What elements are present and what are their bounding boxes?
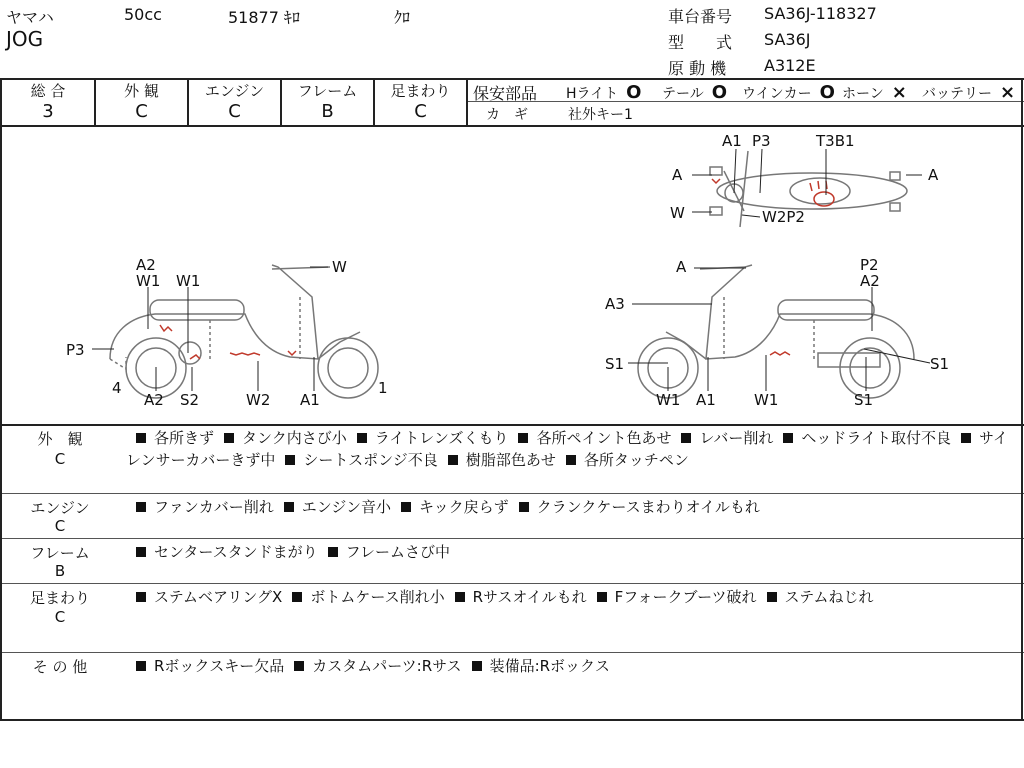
- label-right-a3: A3: [605, 295, 625, 313]
- defect-item: シートスポンジ不良: [303, 451, 438, 469]
- label-right-w1-b: W1: [754, 391, 779, 409]
- displacement: 50cc: [124, 5, 162, 24]
- grade-label-exterior: 外 観: [124, 82, 159, 100]
- grade-value-exterior: C: [135, 101, 148, 122]
- bullet-square-icon: [136, 433, 146, 443]
- defect-item: フレームさび中: [345, 543, 451, 561]
- defect-item: 各所タッチペン: [583, 451, 689, 469]
- defect-item: 各所ペイント色あせ: [536, 429, 672, 447]
- defect-item: レバー削れ: [699, 429, 774, 447]
- defect-item: Rボックスキー欠品: [154, 657, 285, 675]
- grade-value-suspension: C: [414, 101, 427, 122]
- leader-lines: [92, 149, 930, 391]
- label-left-w1-b: W1: [176, 272, 201, 290]
- key-label: カ ギ: [486, 107, 528, 123]
- label-left-w: W: [332, 258, 347, 276]
- label-top-w: W: [670, 204, 685, 222]
- label-right-a1: A1: [696, 391, 716, 409]
- defect-item: ヘッドライト取付不良: [801, 429, 951, 447]
- label-left-w2: W2: [246, 391, 271, 409]
- frame-no-label: 車台番号: [668, 7, 733, 26]
- defect-item: エンジン音小: [301, 498, 391, 516]
- section-grade-frame: B: [54, 562, 66, 580]
- damage-marks: [160, 179, 834, 359]
- label-right-s1-bottom: S1: [854, 391, 874, 409]
- defect-item: 樹脂部色あせ: [465, 451, 556, 469]
- divider: [0, 583, 1024, 584]
- section-label-suspension: 足まわり: [29, 589, 90, 607]
- label-top-a-left: A: [672, 166, 683, 184]
- label-right-s1-right: S1: [930, 355, 950, 373]
- safety-winker: ウインカー O: [742, 82, 835, 103]
- defect-item: クランクケースまわりオイルもれ: [536, 498, 760, 516]
- defect-item: Fフォークブーツ破れ: [614, 588, 757, 606]
- bullet-square-icon: [455, 592, 465, 602]
- bullet-square-icon: [136, 592, 146, 602]
- label-right-a2: A2: [860, 272, 880, 290]
- divider: [1021, 78, 1023, 720]
- grade-value-engine: C: [228, 101, 241, 122]
- defect-item: 各所きず: [154, 429, 215, 447]
- color: ｸﾛ: [394, 8, 411, 27]
- bullet-square-icon: [783, 433, 793, 443]
- label-top-t3b1: T3B1: [816, 132, 855, 150]
- maker: ヤマハ: [6, 8, 54, 27]
- key-value: 社外キー1: [568, 107, 633, 123]
- label-left-a2-bottom: A2: [144, 391, 164, 409]
- grade-label-suspension: 足まわり: [390, 82, 451, 100]
- section-grade-suspension: C: [54, 608, 66, 626]
- label-right-s1-left: S1: [605, 355, 625, 373]
- section-label-other: そ の 他: [32, 658, 88, 676]
- bullet-square-icon: [519, 502, 529, 512]
- safety-tail: テール O: [662, 82, 728, 103]
- defect-item: ステムねじれ: [784, 588, 874, 606]
- bullet-square-icon: [136, 547, 146, 557]
- bullet-square-icon: [292, 592, 302, 602]
- bullet-square-icon: [681, 433, 691, 443]
- bullet-square-icon: [224, 433, 234, 443]
- section-grade-exterior: C: [54, 450, 66, 468]
- bullet-square-icon: [294, 661, 304, 671]
- scooter-diagrams: [0, 127, 1020, 423]
- defect-item: 装備品:Rボックス: [489, 657, 610, 675]
- label-top-a1: A1: [722, 132, 742, 150]
- defect-item: ボトムケース削れ小: [310, 588, 445, 606]
- grade-label-frame: フレーム: [297, 82, 358, 100]
- bullet-square-icon: [597, 592, 607, 602]
- bullet-square-icon: [518, 433, 528, 443]
- type-value: SA36J: [764, 30, 811, 49]
- label-left-s2: S2: [180, 391, 200, 409]
- safety-battery: バッテリー ×: [922, 82, 1016, 103]
- safety-headlight: Hライト O: [566, 82, 642, 103]
- bullet-square-icon: [136, 502, 146, 512]
- defect-item: センタースタンドまがり: [154, 543, 318, 561]
- divider: [0, 538, 1024, 539]
- bullet-square-icon: [401, 502, 411, 512]
- section-items-engine: [126, 496, 1016, 518]
- engine-value: A312E: [764, 56, 816, 75]
- defect-item: ライトレンズくもり: [374, 429, 509, 447]
- section-items-exterior: [126, 427, 1016, 471]
- label-left-p3: P3: [66, 341, 85, 359]
- defect-item: ファンカバー削れ: [154, 498, 274, 516]
- defect-item: サイレンサーカバーきず中: [126, 429, 1008, 469]
- defect-item: ステムベアリングX: [154, 588, 283, 606]
- label-top-a-right: A: [928, 166, 939, 184]
- bullet-square-icon: [767, 592, 777, 602]
- engine-label: 原 動 機: [668, 59, 727, 78]
- model-name: JOG: [6, 27, 44, 51]
- safety-horn: ホーン ×: [842, 82, 907, 103]
- defect-item: Rサスオイルもれ: [472, 588, 587, 606]
- divider: [466, 78, 468, 126]
- label-left-1: 1: [378, 379, 388, 397]
- grade-value-frame: B: [321, 101, 334, 122]
- defect-item: キック戻らず: [418, 498, 509, 516]
- label-left-a1: A1: [300, 391, 320, 409]
- label-top-w2p2: W2P2: [762, 208, 805, 226]
- type-label: 型 式: [668, 33, 733, 52]
- grade-value-overall: 3: [42, 101, 54, 122]
- frame-no: SA36J-118327: [764, 4, 877, 23]
- defect-item: タンク内さび小: [242, 429, 347, 447]
- bullet-square-icon: [357, 433, 367, 443]
- section-grade-engine: C: [54, 517, 66, 535]
- bullet-square-icon: [472, 661, 482, 671]
- divider: [0, 719, 1024, 721]
- scooter-top-view: [710, 151, 907, 227]
- label-left-4: 4: [112, 379, 122, 397]
- divider: [0, 424, 1024, 426]
- label-left-w1-a: W1: [136, 272, 161, 290]
- section-label-frame: フレーム: [30, 544, 90, 562]
- bullet-square-icon: [136, 661, 146, 671]
- label-left-a2: A2: [136, 256, 156, 274]
- grade-label-engine: エンジン: [204, 82, 265, 100]
- label-right-w1-a: W1: [656, 391, 681, 409]
- section-items-other: [126, 655, 1016, 677]
- divider: [0, 652, 1024, 653]
- bullet-square-icon: [284, 502, 294, 512]
- label-right-p2: P2: [860, 256, 879, 274]
- section-items-frame: [126, 541, 1016, 563]
- bullet-square-icon: [566, 455, 576, 465]
- defect-item: カスタムパーツ:Rサス: [312, 657, 462, 675]
- section-label-exterior: 外 観: [37, 430, 83, 448]
- bullet-square-icon: [961, 433, 971, 443]
- divider: [0, 493, 1024, 494]
- bullet-square-icon: [328, 547, 338, 557]
- mileage: 51877 ｷﾛ: [228, 8, 300, 27]
- section-items-suspension: [126, 586, 1016, 608]
- grade-label-overall: 総 合: [30, 82, 66, 100]
- label-right-a: A: [676, 258, 687, 276]
- label-top-p3: P3: [752, 132, 771, 150]
- bullet-square-icon: [285, 455, 295, 465]
- bullet-square-icon: [448, 455, 458, 465]
- section-label-engine: エンジン: [30, 499, 90, 517]
- safety-label: 保安部品: [473, 84, 538, 103]
